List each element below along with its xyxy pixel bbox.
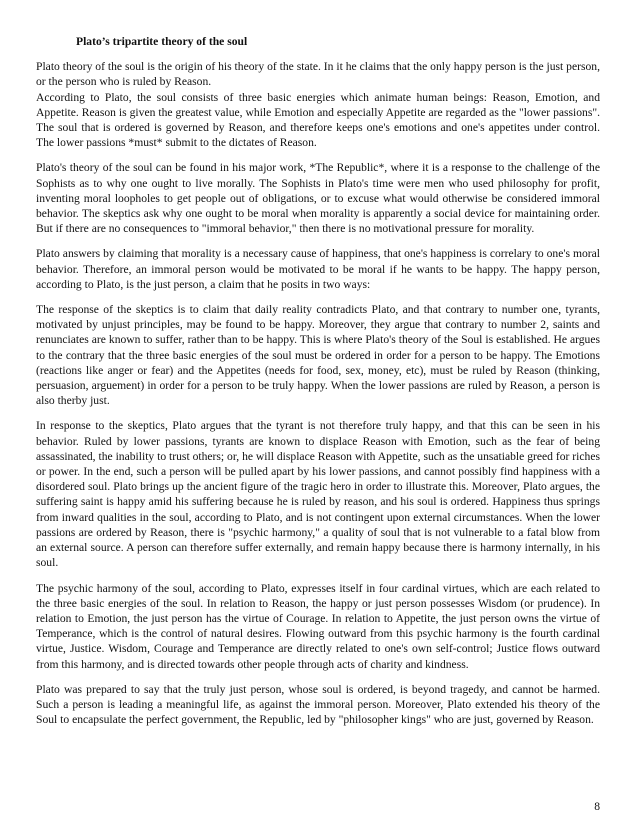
- paragraph-intro: Plato theory of the soul is the origin of his theory of the state. In it he claims that the only happy person is the just person, or the person who is ruled by Reason.: [36, 60, 600, 89]
- paragraph-three-energies: According to Plato, the soul consists of three basic energies which animate human beings: Reason, Emotion, and Appetite. Reason is given the greatest value, while Emotion and especially Appetite are regarded as the "lower passions". The soul that is ordered is governed by Reason, and therefore keeps one's emotions and one's appetites under control. The lower passions *must* submit to the dictates of Reason.: [36, 90, 600, 150]
- paragraph-conclusion: Plato was prepared to say that the truly just person, whose soul is ordered, is beyond tragedy, and cannot be harmed. Such a person is leading a meaningful life, as against the immoral person. Moreover, Plato extended his theory of the Soul to encapsulate the perfect government, the Republic, led by "philosopher kings" who are just, governed by Reason.: [36, 682, 600, 727]
- document-page: [36, 34, 600, 737]
- paragraph-skeptics-response: The response of the skeptics is to claim that daily reality contradicts Plato, and that contrary to number one, tyrants, motivated by unjust principles, may be found to be happy. Moreover, they argue that contrary to number 2, saints and renunciates are known to suffer, rather than to be happy. This is where Plato's theory of the Soul is established. He argues to the contrary that the three basic energies of the soul must be ordered in order for a person to be happy. The Emotions (reactions like anger or fear) and the Appetites (needs for food, sex, money, etc), must be ruled by Reason (thinking, persuasion, arguement) in order for a person to be truly happy. When the lower passions are ruled by Reason, a person is also therby just.: [36, 303, 600, 408]
- page-number: 8: [594, 800, 600, 813]
- paragraph-tyrant: In response to the skeptics, Plato argues that the tyrant is not therefore truly happy, and that this can be seen in his behavior. Ruled by lower passions, tyrants are known to displace Reason with Emotion, such as the fear of being assassinated, the inability to trust others; or, he will displace Reason with Appetite, such as the unsatiable greed for riches or power. In the end, such a person will be pulled apart by his lower passions, and cannot possibly find happiness with a disordered soul. Plato brings up the ancient figure of the tragic hero in order to illustrate this. Moreover, Plato argues, the suffering saint is happy amid his suffering because he is ruled by reason, and his soul is ordered. Happiness thus springs from inward qualities in the soul, according to Plato, and is not contingent upon external circumstances. When the lower passions are ordered by Reason, there is "psychic harmony," a quality of soul that is not vulnerable to a fatal blow from an external source. A person can therefore suffer externally, and remain happy because there is harmony internally, in his soul.: [36, 419, 600, 570]
- paragraph-plato-answer: Plato answers by claiming that morality is a necessary cause of happiness, that one's happiness is correlary to one's moral behavior. Therefore, an immoral person would be motivated to be moral if he wants to be happy. The happy person, according to Plato, is the just person, a claim that he posits in two ways:: [36, 247, 600, 291]
- document-title: Plato’s tripartite theory of the soul: [76, 35, 248, 48]
- paragraph-republic: Plato's theory of the soul can be found in his major work, *The Republic*, where it is a response to the challenge of the Sophists as to why one ought to live morally. The Sophists in Plato's time were men who used philosophy for profit, inventing moral loopholes to get people out of obligations, or to excuse what would otherwise be considered immoral behavior. The skeptics ask why one ought to be moral when morality is apparently a social device for maintaining order. But if there are no consequences to "immoral behavior," then there is no motivational pressure for morality.: [36, 161, 600, 236]
- paragraph-cardinal-virtues: The psychic harmony of the soul, according to Plato, expresses itself in four cardinal virtues, which are each related to the three basic energies of the soul. In relation to Reason, the happy or just person possesses Wisdom (or prudence). In relation to Emotion, the just person has the virtue of Courage. In relation to Appetite, the just person owns the virtue of Temperance, which is the control of natural desires. Flowing outward from this psychic harmony is the fourth cardinal virtue, Justice. Wisdom, Courage and Temperance are directly related to one's own self-control; Justice flows outward from this harmony, and is directed towards other people through acts of charity and kindness.: [36, 581, 600, 671]
